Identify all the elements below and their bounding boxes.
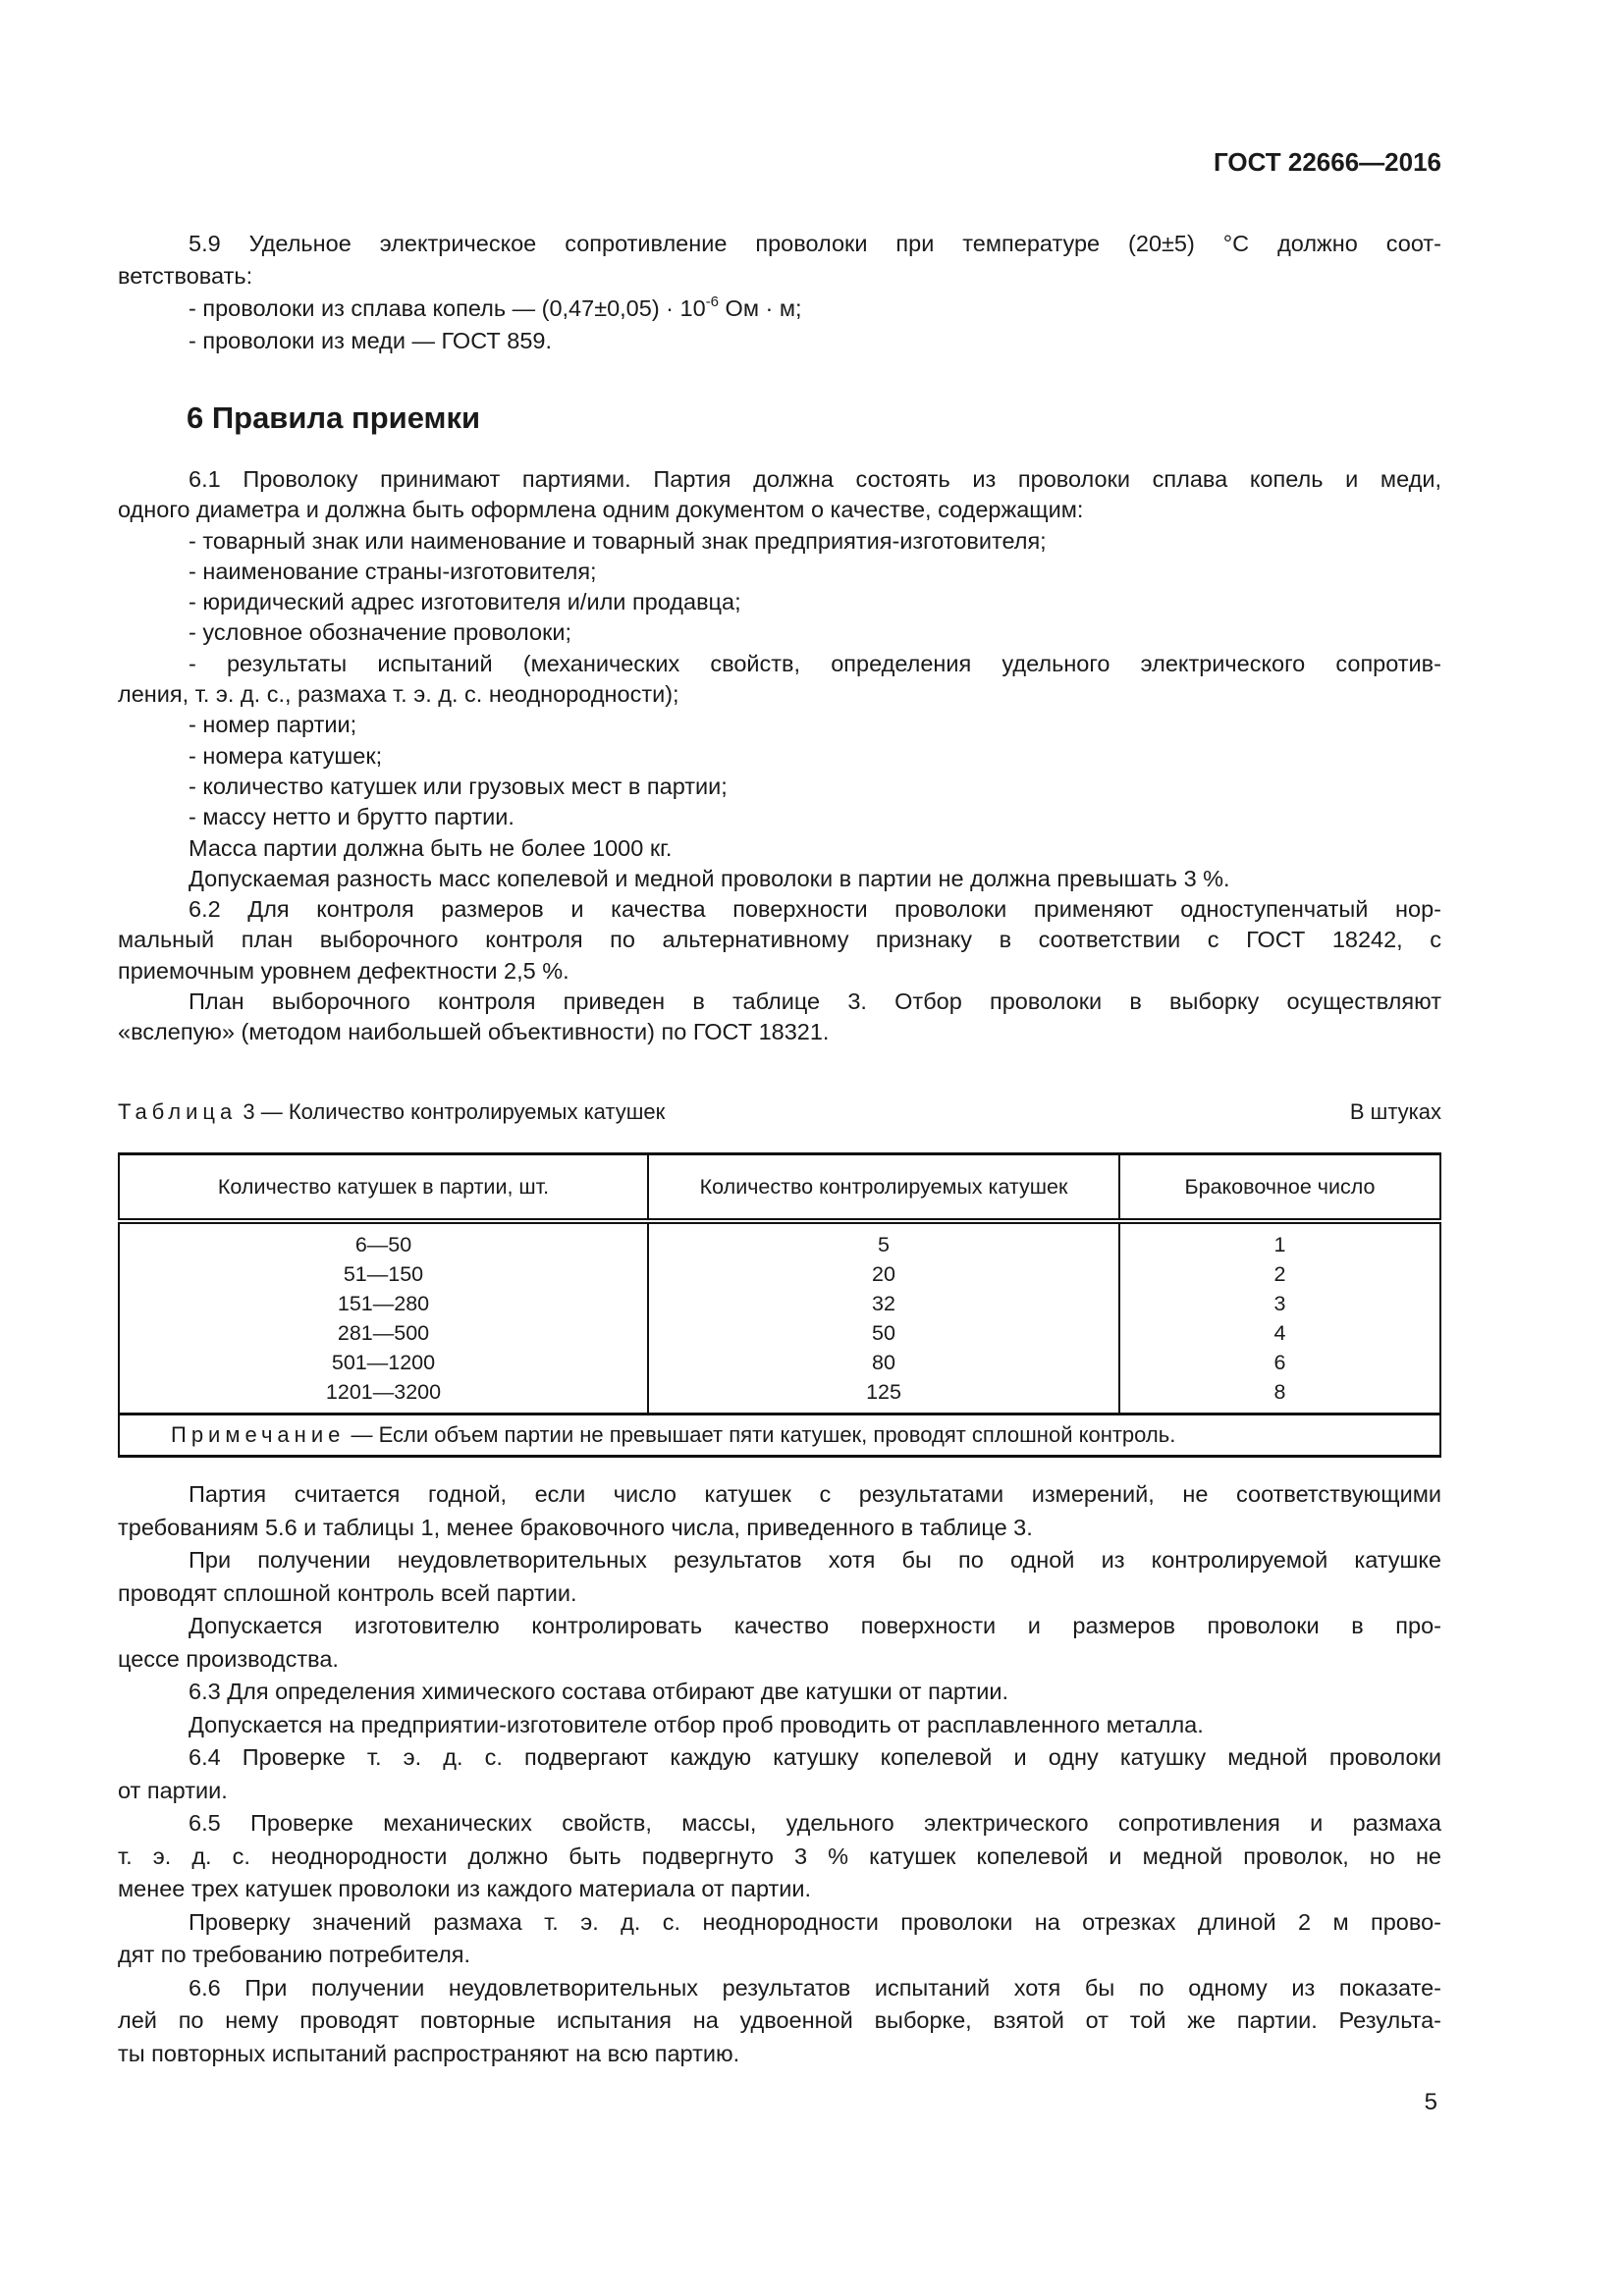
- text-line: цессе производства.: [118, 1645, 339, 1672]
- table-cell: 1: [1119, 1221, 1440, 1259]
- table-cell: 6—50: [119, 1221, 648, 1259]
- text-line: - массу нетто и брутто партии.: [189, 804, 514, 830]
- table-caption: [118, 1099, 1441, 1125]
- table-cell: 6: [1119, 1348, 1440, 1377]
- paragraph: [118, 617, 1441, 648]
- text-line: 5.9 Удельное электрическое сопротивление проволоки при температуре (20±5) °С должно соот-: [189, 231, 1441, 256]
- text-line: 6.5 Проверке механических свойств, массы, удельного электрического сопротивления и размаха: [189, 1810, 1441, 1836]
- table-cell: 151—280: [119, 1289, 648, 1318]
- paragraph: [118, 1676, 1441, 1709]
- table-cell: 50: [648, 1318, 1119, 1348]
- table-cell: 3: [1119, 1289, 1440, 1318]
- table-cell: 5: [648, 1221, 1119, 1259]
- table-cell: 501—1200: [119, 1348, 648, 1377]
- text-line: - номер партии;: [189, 712, 357, 738]
- table-row: [119, 1377, 1440, 1415]
- paragraph: [118, 987, 1441, 1048]
- paragraph: [118, 228, 1441, 293]
- paragraph: [118, 894, 1441, 987]
- paragraph: [118, 293, 1441, 325]
- note-text: — Если объем партии не превышает пяти катушек, проводят сплошной контроль.: [345, 1422, 1176, 1447]
- section-heading: 6 Правила приемки: [187, 400, 481, 435]
- table-3: [118, 1152, 1441, 1458]
- text-line: 6.6 При получении неудовлетворительных результатов испытаний хотя бы по одному из показате-: [189, 1974, 1441, 2001]
- text-line: - юридический адрес изготовителя и/или продавца;: [189, 589, 741, 615]
- text-line: - количество катушек или грузовых мест в партии;: [189, 773, 728, 799]
- text-line: Допускается на предприятии-изготовителе отбор проб проводить от расплавленного металла.: [189, 1711, 1204, 1737]
- table-cell: 2: [1119, 1259, 1440, 1289]
- text-line: Проверку значений размаха т. э. д. с. неоднородности проволоки на отрезках длиной 2 м прово-: [189, 1908, 1441, 1935]
- page-number: 5: [1424, 2089, 1437, 2115]
- document-id-header: ГОСТ 22666—2016: [1214, 147, 1441, 177]
- paragraph: [118, 741, 1441, 772]
- text-line: - проволоки из меди — ГОСТ 859.: [189, 328, 553, 353]
- column-header: Браковочное число: [1119, 1154, 1440, 1222]
- text-segment: Ом · м;: [719, 295, 802, 321]
- paragraph: [118, 1807, 1441, 1906]
- table-cell: 51—150: [119, 1259, 648, 1289]
- paragraph: [118, 587, 1441, 617]
- paragraph: [118, 864, 1441, 894]
- table-cell: 8: [1119, 1377, 1440, 1415]
- table-row: [119, 1318, 1440, 1348]
- table-cell: 281—500: [119, 1318, 648, 1348]
- text-line: ления, т. э. д. с., размаха т. э. д. с. неоднородности);: [118, 681, 679, 708]
- section-6-body: [118, 464, 1441, 1048]
- table-cell: 1201—3200: [119, 1377, 648, 1415]
- text-line: требованиям 5.6 и таблицы 1, менее браковочного числа, приведенного в таблице 3.: [118, 1514, 1033, 1540]
- text-line: менее трех катушек проволоки из каждого материала от партии.: [118, 1876, 812, 1901]
- text-line: одного диаметра и должна быть оформлена одним документом о качестве, содержащим:: [118, 497, 1084, 523]
- table-note: [119, 1415, 1440, 1457]
- text-line: дят по требованию потребителя.: [118, 1942, 471, 1967]
- text-line: План выборочного контроля приведен в таблице 3. Отбор проволоки в выборку осуществляют: [189, 988, 1441, 1015]
- section-5-9: [118, 228, 1441, 357]
- table-note-row: [119, 1415, 1440, 1457]
- section-after-table: [118, 1478, 1441, 2070]
- note-label: Примечание: [171, 1422, 346, 1447]
- paragraph: [118, 464, 1441, 526]
- paragraph: [118, 1610, 1441, 1676]
- table-cell: 125: [648, 1377, 1119, 1415]
- text-line: «вслепую» (методом наибольшей объективности) по ГОСТ 18321.: [118, 1019, 830, 1045]
- text-line: 6.4 Проверке т. э. д. с. подвергают каждую катушку копелевой и одну катушку медной проволоки: [189, 1744, 1441, 1770]
- text-line: Допускается изготовителю контролировать качество поверхности и размеров проволоки в про-: [189, 1613, 1441, 1638]
- text-line: - номера катушек;: [189, 742, 383, 769]
- column-header: Количество контролируемых катушек: [648, 1154, 1119, 1222]
- table-cell: 20: [648, 1259, 1119, 1289]
- text-segment: - проволоки из сплава копель — (0,47±0,05) · 10: [189, 295, 706, 321]
- text-line: т. э. д. с. неоднородности должно быть подвергнуто 3 % катушек копелевой и медной проволок, но не: [118, 1842, 1441, 1869]
- table-cell: 4: [1119, 1318, 1440, 1348]
- text-line: - наименование страны-изготовителя;: [189, 558, 597, 584]
- table-units: В штуках: [1349, 1099, 1441, 1124]
- superscript: -6: [705, 294, 720, 310]
- table-header-row: [119, 1154, 1440, 1222]
- table-cell: 32: [648, 1289, 1119, 1318]
- text-line: от партии.: [118, 1777, 228, 1803]
- paragraph: [118, 649, 1441, 711]
- paragraph: [118, 1709, 1441, 1742]
- paragraph: [118, 1906, 1441, 1972]
- paragraph: [118, 1741, 1441, 1807]
- paragraph: [118, 557, 1441, 587]
- paragraph: [118, 802, 1441, 832]
- text-line: ветствовать:: [118, 263, 253, 289]
- table-cell: 80: [648, 1348, 1119, 1377]
- text-line: - товарный знак или наименование и товарный знак предприятия-изготовителя;: [189, 527, 1047, 554]
- paragraph: [118, 1478, 1441, 1544]
- paragraph: [118, 526, 1441, 557]
- table-title: [118, 1099, 665, 1125]
- table-title-text: 3 — Количество контролируемых катушек: [237, 1099, 666, 1124]
- text-line: 6.3 Для определения химического состава отбирают две катушки от партии.: [189, 1679, 1008, 1704]
- text-line: Партия считается годной, если число катушек с результатами измерений, не соответствующими: [189, 1481, 1441, 1507]
- table-row: [119, 1259, 1440, 1289]
- paragraph: [118, 325, 1441, 357]
- text-line: - условное обозначение проволоки;: [189, 619, 572, 646]
- text-line: приемочным уровнем дефектности 2,5 %.: [118, 957, 569, 984]
- text-line: проводят сплошной контроль всей партии.: [118, 1579, 577, 1606]
- table-label: Таблица: [118, 1099, 238, 1124]
- paragraph: [118, 1972, 1441, 2071]
- text-line: лей по нему проводят повторные испытания на удвоенной выборке, взятой от той же партии. Результа-: [118, 2007, 1441, 2033]
- paragraph: [118, 1544, 1441, 1610]
- text-line: - результаты испытаний (механических свойств, определения удельного электрического сопротив-: [189, 650, 1441, 676]
- paragraph: [118, 710, 1441, 740]
- paragraph: [118, 833, 1441, 864]
- text-line: Допускаемая разность масс копелевой и медной проволоки в партии не должна превышать 3 %.: [189, 865, 1230, 891]
- text-line: Масса партии должна быть не более 1000 кг.: [189, 834, 673, 861]
- text-line: [118, 293, 1441, 325]
- table-row: [119, 1221, 1440, 1259]
- table-row: [119, 1289, 1440, 1318]
- text-line: При получении неудовлетворительных результатов хотя бы по одной из контролируемой катушке: [189, 1547, 1441, 1573]
- column-header: Количество катушек в партии, шт.: [119, 1154, 648, 1222]
- text-line: 6.1 Проволоку принимают партиями. Партия должна состоять из проволоки сплава копель и меди,: [189, 466, 1441, 492]
- table-row: [119, 1348, 1440, 1377]
- paragraph: [118, 772, 1441, 802]
- text-line: 6.2 Для контроля размеров и качества поверхности проволоки применяют одноступенчатый нор-: [189, 896, 1441, 923]
- text-line: мальный план выборочного контроля по альтернативному признаку в соответствии с ГОСТ 18242, с: [118, 927, 1441, 953]
- text-line: ты повторных испытаний распространяют на всю партию.: [118, 2040, 740, 2066]
